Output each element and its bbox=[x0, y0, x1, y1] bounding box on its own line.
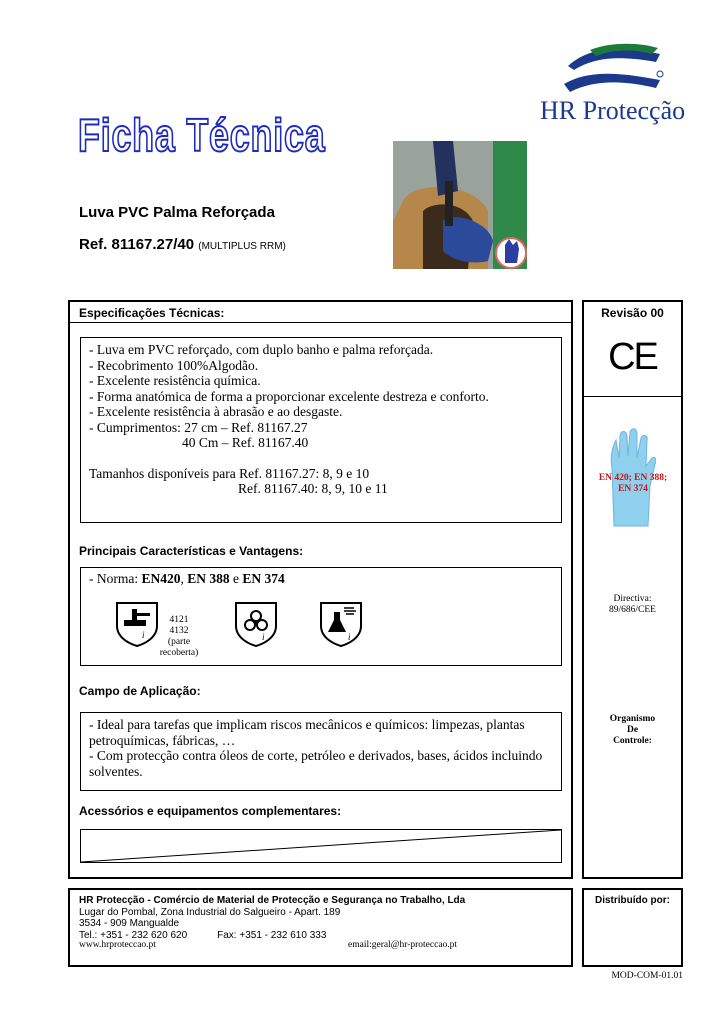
product-reference bbox=[79, 236, 286, 253]
spec-line: - Cumprimentos: 27 cm – Ref. 81167.27 bbox=[89, 419, 308, 435]
specs-heading: Especificações Técnicas: bbox=[79, 306, 225, 320]
application-line: petroquímicas, fábricas, … bbox=[89, 732, 236, 748]
page-title: Ficha Técnica bbox=[78, 109, 326, 161]
application-line: solventes. bbox=[89, 763, 143, 779]
product-ref-code: Ref. 81167.27/40 bbox=[79, 236, 195, 253]
directive-label: Directiva: 89/686/CEE bbox=[609, 594, 656, 615]
spec-line: - Luva em PVC reforçado, com duplo banho e palma reforçada. bbox=[89, 342, 434, 357]
product-photo bbox=[393, 141, 527, 269]
distributed-by-label: Distribuído por: bbox=[595, 895, 670, 906]
biohazard-icon bbox=[233, 600, 279, 648]
product-ref-note: (MULTIPLUS RRM) bbox=[198, 241, 286, 252]
sizes-line: Ref. 81167.40: 8, 9, 10 e 11 bbox=[238, 481, 388, 496]
mechanical-risk-icon bbox=[114, 600, 160, 648]
website-link[interactable]: www.hrproteccao.pt bbox=[79, 940, 156, 950]
document-code: MOD-COM-01.01 bbox=[611, 971, 683, 981]
sizes-line: Tamanhos disponíveis para Ref. 81167.27: 8, 9 e 10 bbox=[89, 465, 370, 481]
company-name: HR Protecção - Comércio de Material de Protecção e Segurança no Trabalho, Lda bbox=[79, 895, 466, 906]
application-list bbox=[89, 717, 557, 779]
norma-line: - Norma: EN420, EN 388 e EN 374 bbox=[89, 571, 285, 586]
accessories-box bbox=[80, 829, 562, 863]
product-name: Luva PVC Palma Reforçada bbox=[79, 204, 275, 221]
footer-company-info bbox=[79, 895, 569, 941]
svg-text:i: i bbox=[262, 632, 265, 642]
spec-line: - Excelente resistência à abrasão e ao desgaste. bbox=[89, 404, 343, 419]
spec-line: 40 Cm – Ref. 81167.40 bbox=[182, 435, 309, 450]
application-line: - Ideal para tarefas que implicam riscos mecânicos e químicos: limpezas, plantas bbox=[89, 717, 525, 732]
empty-strike-line bbox=[81, 830, 561, 862]
application-heading: Campo de Aplicação: bbox=[79, 684, 201, 698]
address-line: 3534 - 909 Mangualde bbox=[79, 918, 180, 929]
accessories-heading: Acessórios e equipamentos complementares: bbox=[79, 804, 342, 818]
spec-line: - Forma anatómica de forma a proporcionar excelente destreza e conforto. bbox=[89, 388, 489, 404]
specs-list bbox=[89, 342, 559, 497]
svg-text:i: i bbox=[142, 630, 145, 640]
revision-label: Revisão 00 bbox=[601, 306, 664, 320]
svg-text:i: i bbox=[348, 632, 351, 642]
logo-text: HR Protecção bbox=[540, 96, 686, 125]
divider bbox=[583, 396, 682, 397]
control-organism-label: Organismo De Controle: bbox=[609, 714, 656, 746]
spec-line: - Recobrimento 100%Algodão. bbox=[89, 357, 259, 373]
spec-line: - Excelente resistência química. bbox=[89, 373, 261, 388]
chemical-risk-icon bbox=[318, 600, 364, 648]
divider bbox=[69, 322, 572, 323]
phone-line: Tel.: +351 - 232 620 620 Fax: +351 - 232 610 333 bbox=[79, 929, 327, 941]
side-info-frame bbox=[582, 300, 683, 879]
email-link[interactable]: email:geral@hr-proteccao.pt bbox=[348, 940, 458, 950]
en-standards-label: EN 420; EN 388; EN 374 bbox=[598, 473, 668, 494]
characteristics-heading: Principais Características e Vantagens: bbox=[79, 544, 304, 558]
company-logo bbox=[560, 40, 670, 94]
address-line: Lugar do Pombal, Zona Industrial do Salgueiro - Apart. 189 bbox=[79, 906, 341, 918]
en388-codes: 4121 4132 (parte recoberta) bbox=[159, 615, 199, 658]
ce-mark: CE bbox=[608, 336, 657, 378]
application-line: - Com protecção contra óleos de corte, petróleo e derivados, bases, ácidos incluindo bbox=[89, 748, 543, 763]
